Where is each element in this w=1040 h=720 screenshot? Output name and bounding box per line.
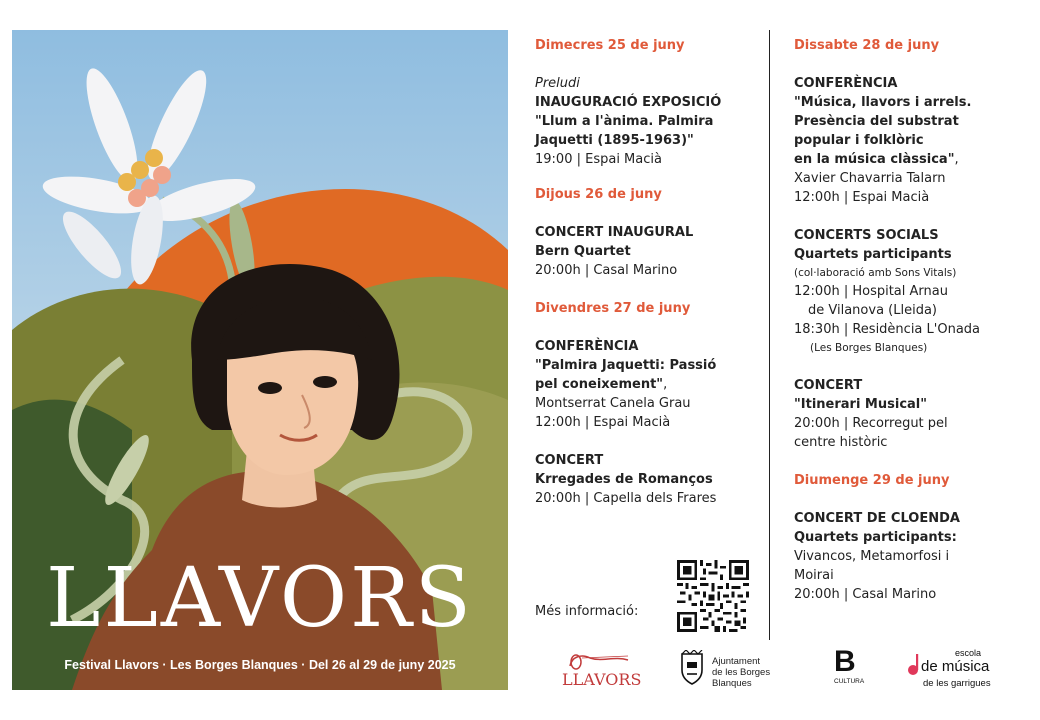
event-title: "Música, llavors i arrels.	[794, 95, 972, 110]
violin-icon	[562, 648, 636, 672]
day-heading: Dijous 26 de juny	[535, 187, 662, 202]
column-divider	[769, 30, 770, 640]
event-title: "Palmira Jaquetti: Passió	[535, 358, 717, 373]
b-cultura-logo	[834, 645, 884, 692]
music-note-icon	[907, 652, 921, 676]
qr-code[interactable]	[677, 560, 749, 632]
ajuntament-logo	[678, 648, 778, 692]
event-title: Presència del substrat	[794, 114, 959, 129]
event-type: CONCERT INAUGURAL	[535, 225, 694, 240]
program-column-1	[535, 36, 763, 508]
escola-region: de les garrigues	[923, 678, 991, 689]
event-time: 12:00h | Espai Macià	[794, 190, 930, 205]
event-type: CONFERÈNCIA	[794, 76, 898, 91]
event-title: popular i folklòric	[794, 133, 924, 148]
event-subtitle: Quartets participants:	[794, 530, 957, 545]
event-artist: Krregades de Romanços	[535, 472, 713, 487]
event-artists: Moirai	[794, 568, 834, 583]
event-artists: Vivancos, Metamorfosi i	[794, 549, 950, 564]
program-column-2	[794, 36, 1024, 604]
ajuntament-line-3: Blanques	[712, 678, 752, 689]
title-comma: ,	[663, 377, 668, 392]
event-title-line	[794, 150, 1024, 169]
event-time: 20:00h | Recorregut pel	[794, 416, 948, 431]
day-heading: Divendres 27 de juny	[535, 301, 691, 316]
day-heading: Dissabte 28 de juny	[794, 38, 940, 53]
event-title: en la música clàssica"	[794, 152, 955, 167]
event-time: 20:00h | Casal Marino	[535, 263, 678, 278]
llavors-logo	[562, 648, 642, 692]
day-heading: Dimecres 25 de juny	[535, 38, 685, 53]
eye-right	[313, 376, 337, 388]
day-heading: Diumenge 29 de juny	[794, 473, 950, 488]
escola-name: de música	[921, 658, 990, 675]
event-prelude: Preludi	[535, 76, 580, 91]
coat-of-arms-icon	[678, 650, 706, 686]
event-time: 18:30h | Residència L'Onada	[794, 322, 980, 337]
event-type: INAUGURACIÓ EXPOSICIÓ	[535, 95, 722, 110]
b-cultura-sub: CULTURA	[834, 678, 865, 685]
llavors-logo-text: LLAVORS	[562, 670, 642, 689]
event-subtitle: Quartets participants	[794, 247, 952, 262]
event-time: 12:00h | Hospital Arnau	[794, 284, 948, 299]
event-type: CONCERTS SOCIALS	[794, 228, 939, 243]
poster-title: LLAVORS	[46, 551, 474, 646]
event-type: CONFERÈNCIA	[535, 339, 639, 354]
event-artist: Bern Quartet	[535, 244, 631, 259]
event-time: 20:00h | Casal Marino	[794, 587, 937, 602]
event-type: CONCERT	[794, 378, 863, 393]
more-info-label: Més informació:	[535, 604, 639, 619]
ajuntament-line-1: Ajuntament	[712, 656, 761, 667]
title-comma: ,	[954, 152, 959, 167]
eye-left	[258, 382, 282, 394]
b-cultura-letter: B	[834, 645, 856, 678]
event-title: "Llum a l'ànima. Palmira	[535, 114, 714, 129]
event-time: 20:00h | Capella dels Frares	[535, 491, 717, 506]
festival-poster	[12, 30, 508, 690]
event-location: (Les Borges Blanques)	[810, 342, 928, 354]
event-type: CONCERT	[535, 453, 604, 468]
escola-label: escola	[955, 648, 982, 658]
event-collab: (col·laboració amb Sons Vitals)	[794, 267, 957, 279]
event-title-line	[535, 375, 763, 394]
event-time: 12:00h | Espai Macià	[535, 415, 671, 430]
event-location: de Vilanova (Lleida)	[808, 303, 937, 318]
event-type: CONCERT DE CLOENDA	[794, 511, 960, 526]
ajuntament-line-2: de les Borges	[712, 667, 771, 678]
event-title: pel coneixement"	[535, 377, 664, 392]
event-time: 19:00 | Espai Macià	[535, 152, 662, 167]
event-title: Jaquetti (1895-1963)"	[535, 133, 694, 148]
poster-footer: Festival Llavors · Les Borges Blanques · Del 26 al 29 de juny 2025	[64, 658, 456, 672]
event-speaker: Xavier Chavarria Talarn	[794, 171, 946, 186]
escola-musica-logo	[905, 648, 1005, 692]
event-title: "Itinerari Musical"	[794, 397, 928, 412]
event-location: centre històric	[794, 435, 888, 450]
event-speaker: Montserrat Canela Grau	[535, 396, 691, 411]
